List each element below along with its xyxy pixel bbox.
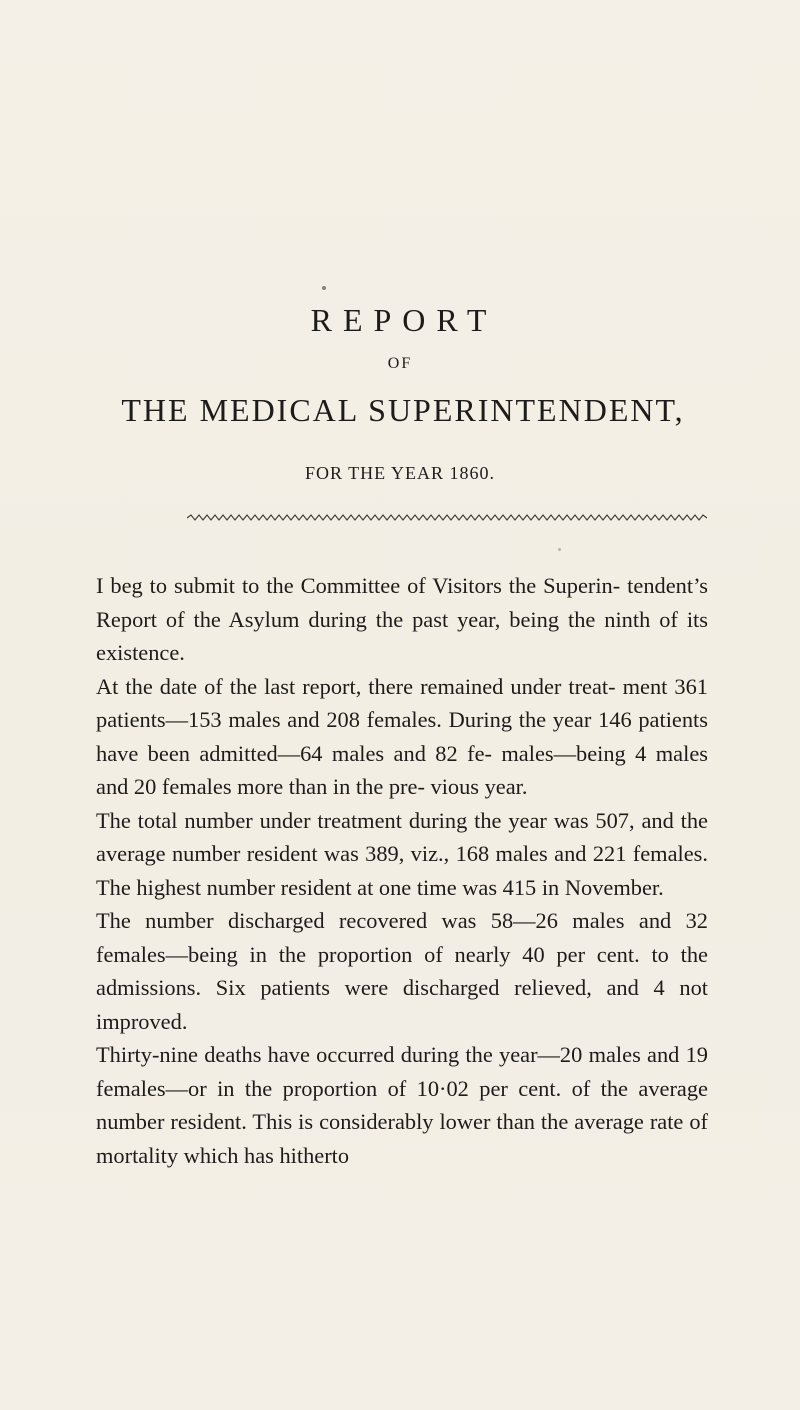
- report-subtitle: THE MEDICAL SUPERINTENDENT,: [121, 392, 685, 428]
- of-line: OF: [387, 355, 413, 372]
- ink-speck: [558, 548, 561, 551]
- paragraph-5: Thirty-nine deaths have occurred during the year—20 males and 19 females—or in the proportion of 10·02 per cent. of the average number resident. This is considerably lower than the average rate of mortality which has hitherto: [96, 1042, 708, 1168]
- paragraph-4: The number discharged recovered was 58—26 males and 32 females—being in the proportion of nearly 40 per cent. to the admissions. Six patients were discharged relieved, and 4 not improved.: [96, 908, 708, 1034]
- report-body: [96, 569, 708, 1172]
- ornamental-divider: [187, 513, 707, 523]
- ink-speck: [322, 286, 326, 290]
- paragraph-1: I beg to submit to the Committee of Visitors the Superin- tendent’s Report of the Asylum during the past year, being the ninth of its existence.: [96, 573, 708, 665]
- paragraph-3: The total number under treatment during the year was 507, and the average number resident was 389, viz., 168 males and 221 females. The highest number resident at one time was 415 in November.: [96, 807, 708, 900]
- report-title: REPORT: [310, 302, 498, 338]
- report-heading: [0, 300, 800, 484]
- report-year-line: FOR THE YEAR 1860.: [304, 463, 495, 483]
- paragraph-2: At the date of the last report, there remained under treat- ment 361 patients—153 males and 208 females. During the year 146 patients have been admitted—64 males and 82 fe- males—being 4 males and 20 females more than in the pre- vious year.: [96, 673, 708, 799]
